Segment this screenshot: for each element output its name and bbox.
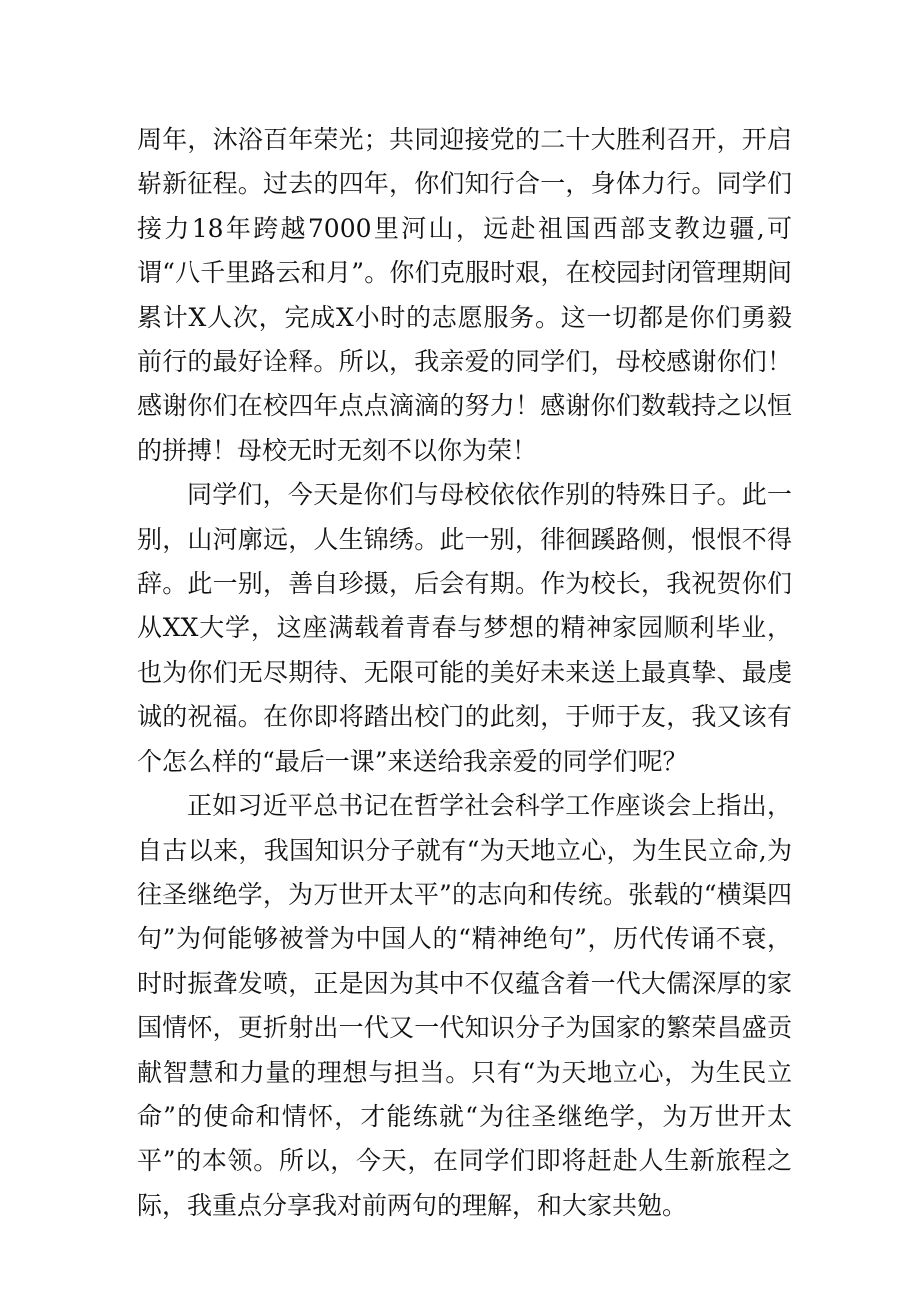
- paragraph-farewell: 同学们，今天是你们与母校依依作别的特殊日子。此一别，山河廓远，人生锦绣。此一别，徘徊蹊路侧，恨恨不得辞。此一别，善自珍摄，后会有期。作为校长，我祝贺你们从XX大学，这座满载着青春与梦想的精神家园顺利毕业，也为你们无尽期待、无限可能的美好未来送上最真挚、最虔诚的祝福。在你即将踏出校门的此刻，于师于友，我又该有个怎么样的“最后一课”来送给我亲爱的同学们呢？: [137, 480, 792, 776]
- paragraph-hengqu-four-sentences: 正如习近平总书记在哲学社会科学工作座谈会上指出，自古以来，我国知识分子就有“为天地立心，为生民立命,为往圣继绝学，为万世开太平”的志向和传统。张载的“横渠四句”为何能够被誉为中国人的“精神绝句”，历代传诵不衰，时时振聋发喷，正是因为其中不仅蕴含着一代大儒深厚的家国情怀，更折射出一代又一代知识分子为国家的繁荣昌盛贡献智慧和力量的理想与担当。只有“为天地立心，为生民立命”的使命和情怀，才能练就“为往圣继绝学，为万世开太平”的本领。所以，今天，在同学们即将赶赴人生新旅程之际，我重点分享我对前两句的理解，和大家共勉。: [137, 791, 792, 1220]
- document-body: [137, 118, 792, 1228]
- paragraph-continuation: 周年，沐浴百年荣光；共同迎接党的二十大胜利召开，开启崭新征程。过去的四年，你们知行合一，身体力行。同学们接力18年跨越7000里河山，远赴祖国西部支教边疆,可谓“八千里路云和月”。你们克服时艰，在校园封闭管理期间累计X人次，完成X小时的志愿服务。这一切都是你们勇毅前行的最好诠释。所以，我亲爱的同学们，母校感谢你们！感谢你们在校四年点点滴滴的努力！感谢你们数载持之以恒的拼搏！母校无时无刻不以你为荣！: [137, 125, 792, 465]
